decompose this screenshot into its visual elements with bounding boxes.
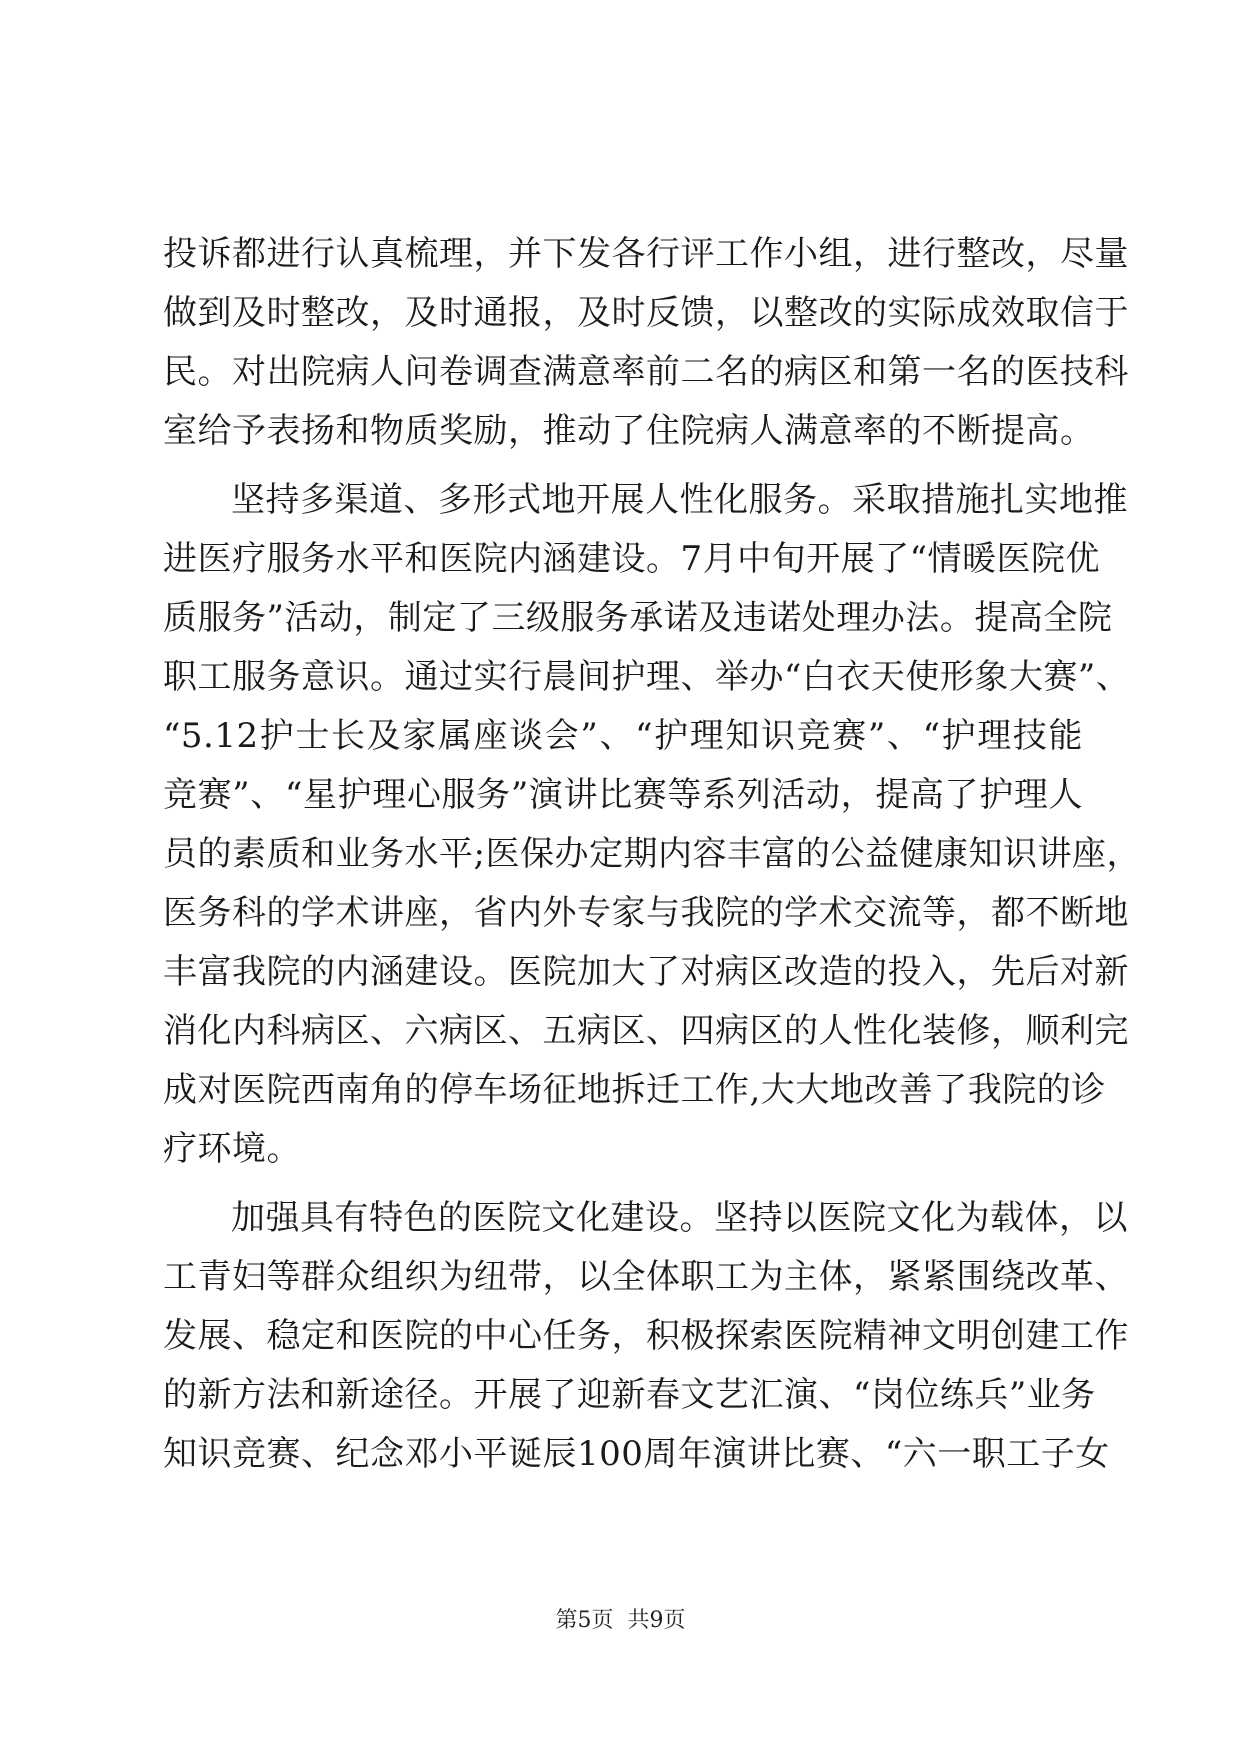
text-line: 质服务”活动，制定了三级服务承诺及违诺处理办法。提高全院 (163, 598, 1113, 638)
text-line: 坚持多渠道、多形式地开展人性化服务。采取措施扎实地推 (231, 480, 1128, 520)
text-line: 投诉都进行认真梳理，并下发各行评工作小组，进行整改，尽量 (163, 234, 1129, 274)
text-line: 员的素质和业务水平;医保办定期内容丰富的公益健康知识讲座， (163, 834, 1141, 874)
text-line: 室给予表扬和物质奖励，推动了住院病人满意率的不断提高。 (163, 411, 1095, 451)
text-line: 进医疗服务水平和医院内涵建设。7月中旬开展了“情暖医院优 (163, 539, 1101, 579)
paragraph-spacer (163, 461, 1083, 471)
text-line: 丰富我院的内涵建设。医院加大了对病区改造的投入，先后对新 (163, 952, 1129, 992)
text-line: 知识竞赛、纪念邓小平诞辰100周年演讲比赛、“六一职工子女 (163, 1434, 1110, 1474)
text-line: 职工服务意识。通过实行晨间护理、举办“白衣天使形象大赛”、 (163, 657, 1131, 697)
text-line: 加强具有特色的医院文化建设。坚持以医院文化为载体，以 (231, 1198, 1128, 1238)
page-footer (0, 1606, 1241, 1636)
paragraph-spacer (163, 1179, 1083, 1189)
paragraph-2 (163, 471, 1141, 1179)
page-total: 共9页 (627, 1608, 686, 1633)
text-line: 做到及时整改，及时通报，及时反馈，以整改的实际成效取信于 (163, 293, 1129, 333)
page-number: 第5页 (555, 1608, 614, 1633)
text-line: 民。对出院病人问卷调查满意率前二名的病区和第一名的医技科 (163, 352, 1129, 392)
paragraph-3 (163, 1189, 1129, 1484)
text-line: 的新方法和新途径。开展了迎新春文艺汇演、“岗位练兵”业务 (163, 1375, 1096, 1415)
text-line: 疗环境。 (163, 1129, 301, 1169)
text-line: 竞赛”、“星护理心服务”演讲比赛等系列活动，提高了护理人 (163, 775, 1083, 815)
text-line: 消化内科病区、六病区、五病区、四病区的人性化装修，顺利完 (163, 1011, 1129, 1051)
text-line: “5.12护士长及家属座谈会”、“护理知识竞赛”、“护理技能 (163, 716, 1083, 756)
document-body (163, 225, 1141, 1484)
text-line: 发展、稳定和医院的中心任务，积极探索医院精神文明创建工作 (163, 1316, 1129, 1356)
paragraph-1 (163, 225, 1129, 461)
text-line: 工青妇等群众组织为纽带，以全体职工为主体，紧紧围绕改革、 (163, 1257, 1129, 1297)
text-line: 成对医院西南角的停车场征地拆迁工作,大大地改善了我院的诊 (163, 1070, 1106, 1110)
text-line: 医务科的学术讲座，省内外专家与我院的学术交流等，都不断地 (163, 893, 1129, 933)
